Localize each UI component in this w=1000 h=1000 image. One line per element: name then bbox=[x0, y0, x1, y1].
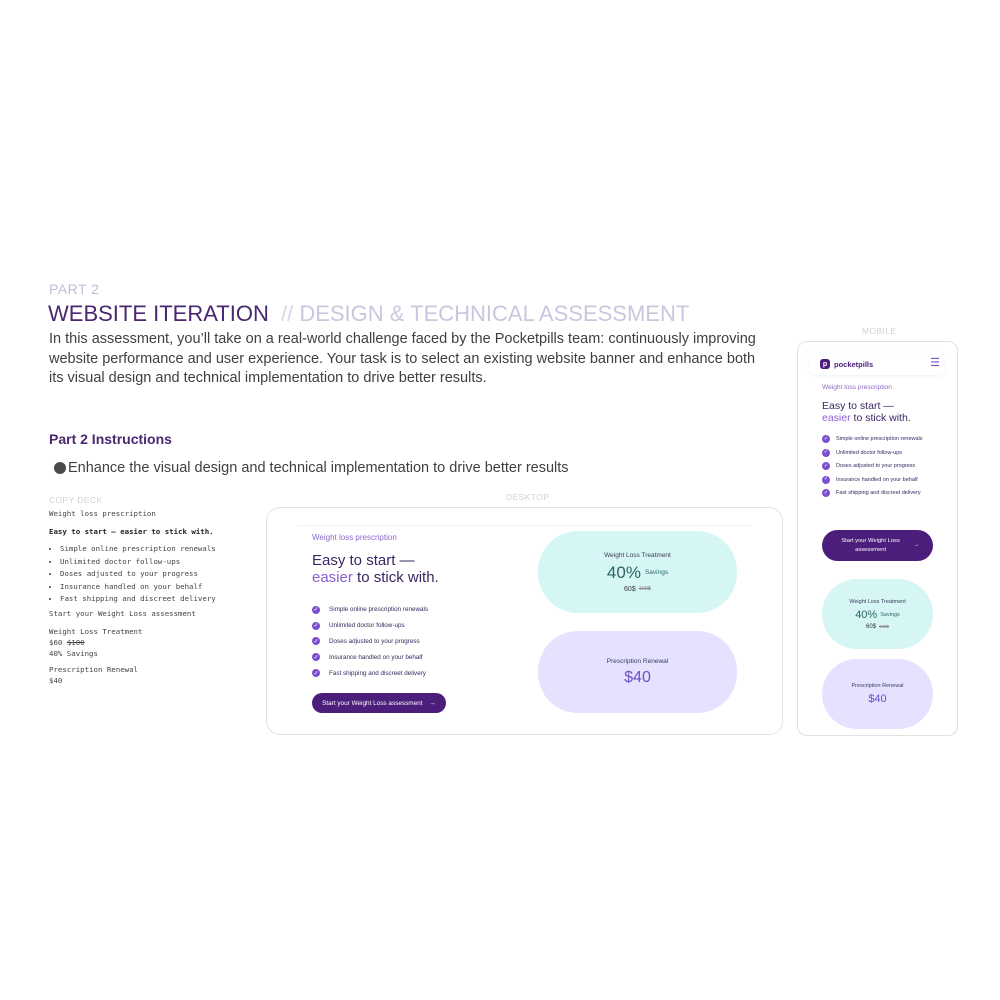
offer-weight-loss-card[interactable] bbox=[822, 579, 933, 649]
offer-price: $40 bbox=[868, 693, 887, 705]
check-icon: ✓ bbox=[313, 607, 319, 614]
offer-price-row bbox=[866, 624, 889, 630]
offer-renewal-card[interactable] bbox=[822, 659, 933, 729]
brand-logo[interactable] bbox=[820, 359, 873, 369]
copy-offer1-price-line bbox=[49, 637, 264, 648]
copy-offer1-title: Weight Loss Treatment bbox=[49, 627, 143, 636]
copy-bullet: • Insurance handled on your behalf bbox=[60, 581, 264, 592]
mobile-banner-mockup bbox=[797, 341, 958, 736]
copy-offer1-old: $100 bbox=[66, 638, 85, 647]
instruction-item bbox=[54, 460, 569, 476]
copy-bullet: • Doses adjusted to your progress bbox=[60, 568, 264, 579]
divider bbox=[297, 525, 752, 526]
offer-price: 60$ bbox=[865, 623, 876, 630]
part-label: PART 2 bbox=[49, 281, 100, 297]
offer-old-price: 100$ bbox=[879, 624, 890, 629]
offer-savings-row bbox=[607, 563, 668, 583]
check-icon: ✓ bbox=[313, 670, 319, 677]
copy-offer2-price: $40 bbox=[49, 676, 63, 685]
copy-eyebrow: Weight loss prescription bbox=[49, 509, 156, 518]
offer-savings-row bbox=[855, 609, 900, 621]
mobile-navbar bbox=[809, 353, 944, 375]
copy-offer1-price: $60 bbox=[49, 638, 63, 647]
benefit-text: Simple online prescription renewals bbox=[329, 606, 429, 614]
offer-percent: 40% bbox=[855, 608, 878, 621]
hamburger-menu-icon[interactable]: ☰ bbox=[930, 357, 940, 369]
offer-title: Prescription Renewal bbox=[606, 657, 669, 665]
copy-cta: Start your Weight Loss assessment bbox=[49, 609, 196, 618]
benefit-text: Simple online prescription renewals bbox=[836, 436, 923, 442]
copy-bullet: • Unlimited doctor follow-ups bbox=[60, 556, 264, 567]
benefits-list bbox=[822, 435, 942, 503]
headline-line1: Easy to start — bbox=[312, 552, 415, 569]
check-icon: ✓ bbox=[823, 449, 829, 455]
check-icon: ✓ bbox=[823, 489, 829, 496]
start-assessment-button[interactable] bbox=[312, 693, 446, 713]
check-icon: ✓ bbox=[313, 638, 319, 645]
benefits-list bbox=[312, 602, 428, 681]
benefit-item bbox=[822, 449, 942, 458]
offer-old-price: 100$ bbox=[638, 586, 651, 592]
headline-rest: to stick with. bbox=[352, 569, 439, 586]
cta-label: Start your Weight Loss assessment bbox=[841, 537, 900, 553]
benefit-text: Doses adjusted to your progress bbox=[836, 463, 916, 469]
benefit-item bbox=[312, 618, 428, 634]
offer-price-row bbox=[624, 586, 651, 593]
title-separator: // bbox=[280, 301, 294, 326]
intro-paragraph: In this assessment, you’ll take on a real-world challenge faced by the Pocketpills team: continuously improving website performance and user experience. Your task is to select an existing website banner and enhance both its visual design and technical implementation to drive better results. bbox=[49, 331, 756, 386]
headline-rest: to stick with. bbox=[850, 412, 911, 424]
benefit-item bbox=[312, 665, 428, 681]
offer-price: 60$ bbox=[624, 585, 636, 593]
offer-savings-label: Savings bbox=[880, 611, 900, 618]
pocketpills-logo-icon: p bbox=[820, 359, 830, 369]
copy-bullets bbox=[49, 543, 264, 604]
benefit-text: Fast shipping and discreet delivery bbox=[836, 490, 921, 496]
benefit-item bbox=[822, 489, 942, 498]
offer-title: Weight Loss Treatment bbox=[604, 551, 671, 559]
headline-accent: easier bbox=[822, 412, 851, 424]
start-assessment-button[interactable] bbox=[822, 530, 933, 561]
desktop-label: DESKTOP bbox=[506, 492, 550, 502]
banner-headline bbox=[312, 552, 439, 586]
benefit-text: Fast shipping and discreet delivery bbox=[329, 669, 426, 677]
copy-offer1-savings: 40% Savings bbox=[49, 649, 98, 658]
offer-title: Prescription Renewal bbox=[851, 683, 904, 689]
benefit-text: Unlimited doctor follow-ups bbox=[329, 622, 405, 630]
benefit-item bbox=[312, 634, 428, 650]
check-icon: ✓ bbox=[313, 654, 319, 661]
desktop-banner-mockup bbox=[266, 507, 783, 735]
check-icon: ✓ bbox=[823, 435, 829, 442]
offer-renewal-card[interactable] bbox=[538, 631, 737, 713]
cta-label: Start your Weight Loss assessment bbox=[322, 699, 423, 707]
title-subtitle: DESIGN & TECHNICAL ASSESSMENT bbox=[299, 301, 690, 326]
copy-deck bbox=[49, 508, 264, 686]
copy-headline: Easy to start – easier to stick with. bbox=[49, 527, 214, 536]
benefit-text: Doses adjusted to your progress bbox=[329, 637, 420, 645]
instruction-text: Enhance the visual design and technical implementation to drive better results bbox=[68, 460, 569, 476]
mobile-label: MOBILE bbox=[862, 326, 897, 336]
check-icon: ✓ bbox=[823, 462, 829, 469]
offer-price: $40 bbox=[624, 668, 651, 686]
banner-headline bbox=[822, 400, 911, 424]
instructions-heading: Part 2 Instructions bbox=[49, 431, 172, 447]
banner-eyebrow: Weight loss prescription bbox=[312, 533, 397, 542]
copy-offer2-title: Prescription Renewal bbox=[49, 665, 138, 674]
offer-title: Weight Loss Treatment bbox=[849, 598, 906, 605]
benefit-text: Unlimited doctor follow-ups bbox=[836, 449, 903, 456]
benefit-item bbox=[822, 476, 942, 485]
offer-savings-label: Savings bbox=[644, 569, 669, 576]
offer-weight-loss-card[interactable] bbox=[538, 531, 737, 613]
copy-bullet: • Simple online prescription renewals bbox=[60, 543, 264, 554]
check-icon: ✓ bbox=[313, 623, 319, 630]
benefit-text: Insurance handled on your behalf bbox=[329, 653, 423, 661]
check-icon: ✓ bbox=[823, 476, 829, 482]
benefit-item bbox=[312, 649, 428, 665]
headline-accent: easier bbox=[312, 569, 353, 586]
headline-line1: Easy to start — bbox=[822, 400, 894, 412]
brand-name: pocketpills bbox=[834, 359, 874, 369]
copy-deck-label: COPY DECK bbox=[49, 495, 103, 505]
arrow-right-icon: → bbox=[429, 699, 436, 707]
title-main: WEBSITE ITERATION bbox=[48, 301, 269, 326]
bullet-dot-icon bbox=[54, 462, 66, 474]
benefit-text: Insurance handled on your behalf bbox=[836, 476, 918, 483]
benefit-item bbox=[822, 435, 942, 444]
copy-bullet: • Fast shipping and discreet delivery bbox=[60, 593, 264, 604]
offer-percent: 40% bbox=[606, 562, 641, 582]
arrow-right-icon: → bbox=[913, 542, 920, 548]
banner-eyebrow: Weight loss prescription bbox=[822, 384, 892, 391]
page-title bbox=[48, 301, 689, 327]
benefit-item bbox=[822, 462, 942, 471]
benefit-item bbox=[312, 602, 428, 618]
